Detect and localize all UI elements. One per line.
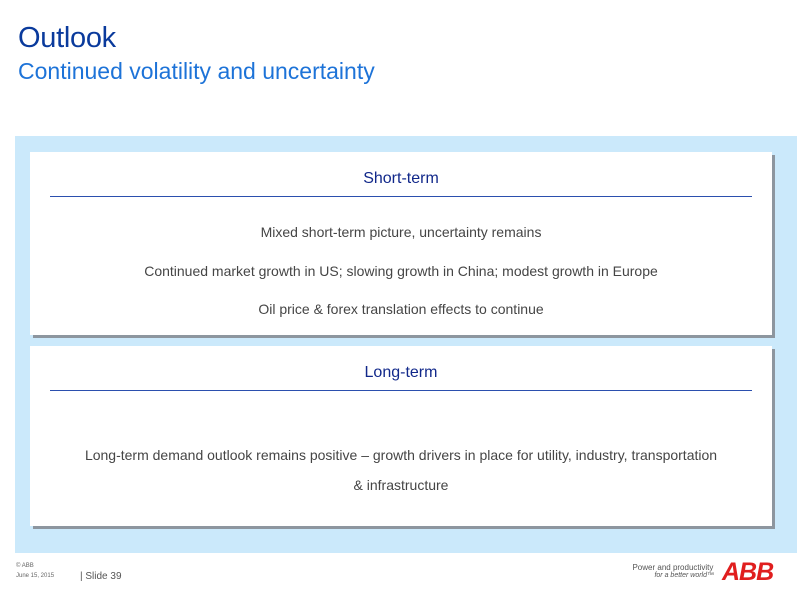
tagline-line-1: Power and productivity xyxy=(632,563,714,572)
slide-subtitle: Continued volatility and uncertainty xyxy=(18,58,375,84)
long-term-text: Long-term demand outlook remains positive – growth drivers in place for utility, industry, transportation & infrastructure xyxy=(84,447,718,493)
copyright: © ABB xyxy=(16,563,34,569)
short-term-point: Oil price & forex translation effects to continue xyxy=(258,301,544,317)
short-term-card xyxy=(30,152,772,335)
outlook-panel xyxy=(15,136,797,553)
footer-date: June 15, 2015 xyxy=(16,573,55,579)
tagline xyxy=(632,563,714,579)
short-term-divider xyxy=(50,196,752,197)
long-term-divider xyxy=(50,390,752,391)
tagline-line-2: for a better world™ xyxy=(654,572,714,579)
slide-title: Outlook xyxy=(18,22,116,54)
short-term-heading: Short-term xyxy=(363,170,439,187)
long-term-heading: Long-term xyxy=(364,364,438,381)
short-term-point: Continued market growth in US; slowing growth in China; modest growth in Europe xyxy=(144,263,658,279)
abb-logo: ABB xyxy=(722,558,774,586)
short-term-point: Mixed short-term picture, uncertainty remains xyxy=(260,224,542,240)
slide-number: | Slide 39 xyxy=(80,571,122,582)
long-term-card xyxy=(30,346,772,526)
